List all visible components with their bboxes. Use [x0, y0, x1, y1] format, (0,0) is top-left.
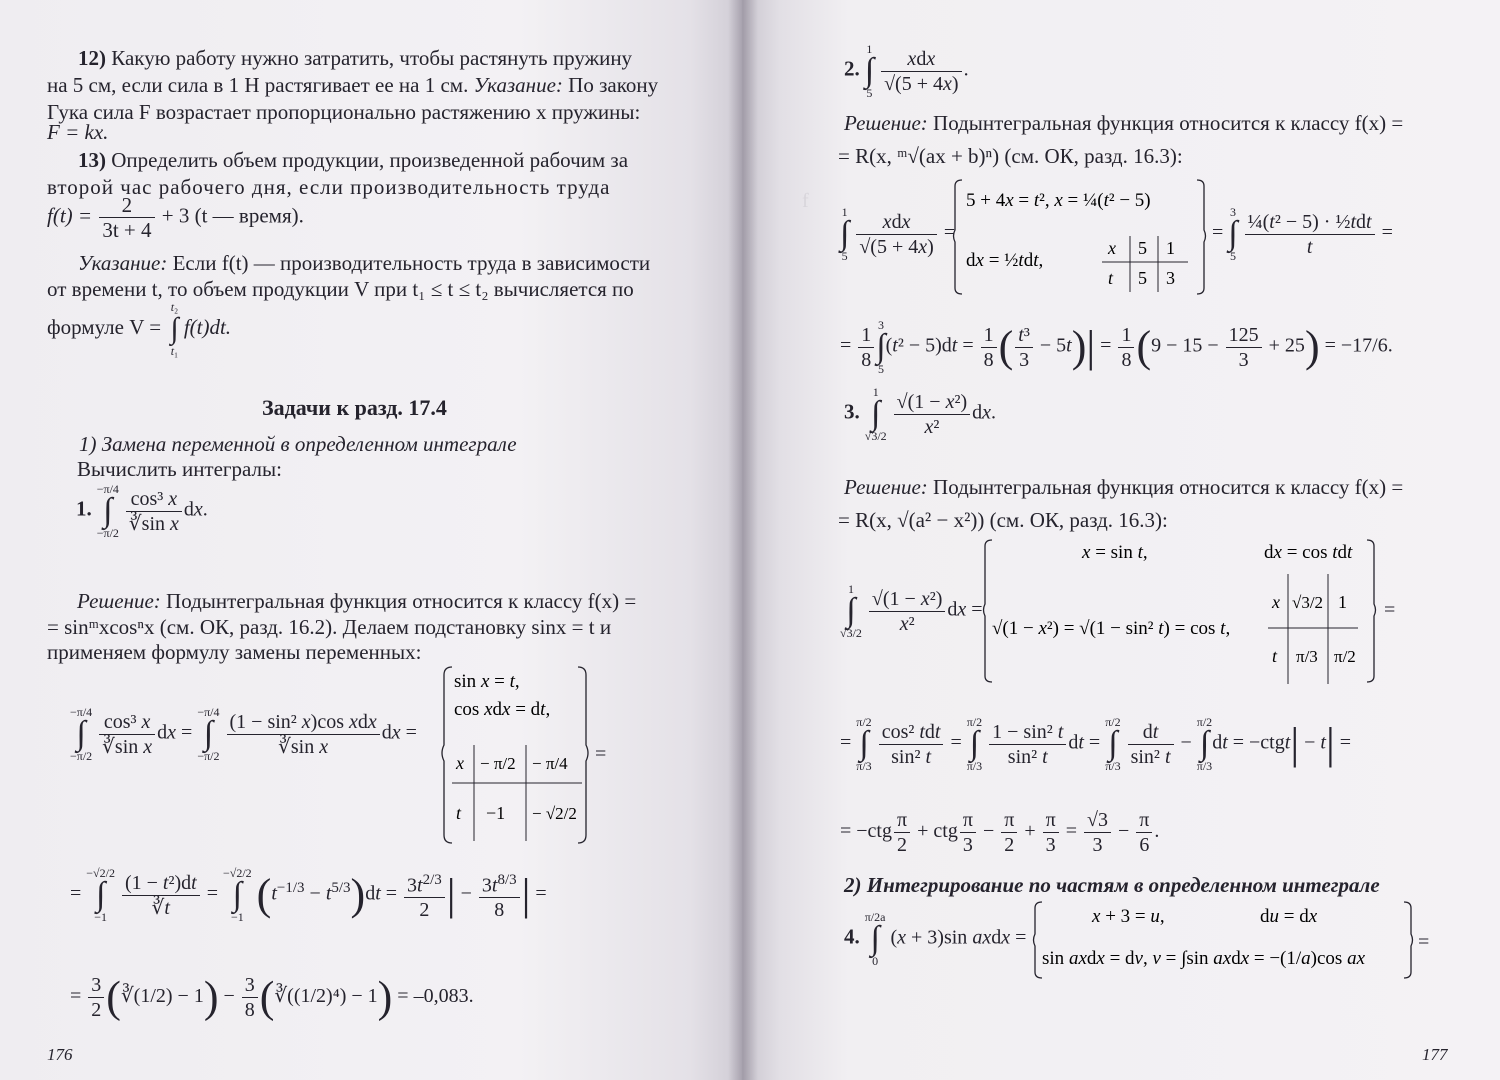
svg-text:cos xdx = dt,: cos xdx = dt,	[454, 699, 551, 720]
svg-text:x = sin t,: x = sin t,	[1082, 542, 1148, 563]
solution-2-line-2: = R(x, ᵐ√(ax + b)ⁿ) (см. ОК, разд. 16.3):	[838, 144, 1183, 168]
example-2-substitution-table	[952, 178, 1212, 298]
svg-text:x + 3 = u,: x + 3 = u,	[1092, 906, 1165, 927]
page-number-left: 176	[47, 1045, 73, 1064]
example-2-result: = $\frac{1}{8}$ 3 ∫ 5(t² − 5)dt = $\frac{1}{8}$ ( $\frac{\text{t³}}{3}$ − 5t)| = $\frac{1}{8}$ (9 − 15 − $\frac{125}{3}$ + 25) = −17/6.	[840, 318, 1393, 376]
svg-text:x: x	[1272, 592, 1280, 612]
svg-text:1: 1	[1166, 238, 1175, 258]
svg-text:du = dx: du = dx	[1260, 906, 1318, 927]
svg-text:sin x = t,: sin x = t,	[454, 671, 520, 692]
example-3-step-1: 1 ∫ √3/2 $\frac{\text{√(1 − x²)}}{\text{x²}}$ dx =	[840, 582, 983, 640]
svg-text:− √2/2: − √2/2	[532, 804, 577, 823]
subsection-2: 2) Интегрирование по частям в определенном интеграле	[844, 873, 1380, 897]
svg-text:5: 5	[1138, 268, 1147, 288]
example-3-integral: 3. 1 ∫ √3/2 $\frac{\text{√(1 − x²)}}{\text{x²}}$ dx.	[844, 385, 997, 443]
solution-1-line-1: Решение: Подынтегральная функция относится к классу f(x) =	[77, 589, 637, 613]
substitution-table	[440, 665, 590, 845]
svg-text:t: t	[1108, 268, 1114, 288]
substitution-formula: −π/4 ∫ −π/2 $\frac{\text{cos³ x}}{\text{∛sin x}}$ dx = −π/4 ∫ −π/2 $\frac{\text{(1 − sin² x)cos xdx}}{\text{∛sin x}}$ dx =	[70, 705, 417, 763]
left-page	[0, 0, 742, 1080]
svg-text:x: x	[1108, 238, 1116, 258]
problem-12-line-2: на 5 см, если сила в 1 Н растягивает ее на 1 см. Указание: По закону	[47, 73, 659, 97]
solution-1-line-3: применяем формулу замены переменных:	[47, 640, 422, 664]
svg-text:5 + 4x = t², x = ¼(t² − 5): 5 + 4x = t², x = ¼(t² − 5)	[966, 190, 1151, 211]
svg-text:dx = ½tdt,: dx = ½tdt,	[966, 250, 1044, 271]
solution-3-line-1: Решение: Подынтегральная функция относится к классу f(x) =	[844, 475, 1404, 499]
show-through-text: f	[802, 190, 809, 212]
problem-13-formula: f(t) = $\frac{2}{3t + 4}$ + 3 (t — время).	[47, 193, 304, 242]
problem-13-hint-3: формуле V = t₂ ∫ t₁ f(t)dt.	[47, 300, 232, 358]
problem-12-line-3: Гука сила F возрастает пропорционально растяжению x пружины:	[47, 100, 641, 124]
svg-text:x: x	[456, 753, 464, 773]
result-1: = $\frac{3}{2}$ (∛(1/2) − 1) − $\frac{3}{8}$ (∛((1/2)⁴) − 1) = –0,083.	[70, 972, 474, 1022]
svg-text:π/2: π/2	[1334, 647, 1356, 666]
problem-13-hint-1: Указание: Если f(t) — производительность труда в зависимости	[78, 251, 651, 275]
svg-text:5: 5	[1138, 238, 1147, 258]
problem-13-hint-2: от времени t, то объем продукции V при t₁ ≤ t ≤ t₂ вычисляется по	[47, 277, 634, 301]
integral-step-2: = −√2/2 ∫ −1 $\frac{\text{(1 − t²)dt}}{∛t}$ = −√2/2 ∫ −1 $(t^{-1/3} - t^{5/3})dt$ = $\frac{3t^{2/3}}{2}$ | − $\frac{3t^{8/3}}{8}$ | =	[70, 866, 547, 924]
svg-text:√3/2: √3/2	[1292, 593, 1324, 612]
svg-text:−1: −1	[486, 803, 506, 823]
example-2-integral: 2. 1 ∫ 5 $\frac{\text{xdx}}{√(5 + 4x)}$ .	[844, 42, 969, 100]
solution-2-line-1: Решение: Подынтегральная функция относится к классу f(x) =	[844, 111, 1404, 135]
compute-prompt: Вычислить интегралы:	[77, 457, 282, 481]
svg-text:dx = cos tdt: dx = cos tdt	[1264, 542, 1353, 563]
example-3-step-2: = π/2 ∫ π/3 $\frac{\text{cos² tdt}}{\text{sin² t}}$ = π/2 ∫ π/3 $\frac{\text{1 − sin² t}}{\text{sin² t}}$ dt = π/2 ∫ π/3 $\frac{dt}{\text{sin² t}}$ − π/2 ∫ π/3dt = −ctgt| − t| =	[840, 715, 1352, 773]
svg-text:sin axdx = dv, v = ∫sin axdx: sin axdx = dv, v = ∫sin axdx = −(1/a)cos ax	[1042, 948, 1366, 969]
svg-text:1: 1	[1338, 592, 1347, 612]
example-3-result: = −ctg $\frac{\pi}{2}$ + ctg $\frac{\pi}{3}$ − $\frac{\pi}{2}$ + $\frac{\pi}{3}$ = $\frac{√3}{3}$ − $\frac{\pi}{6}$ .	[840, 809, 1160, 856]
equals-sign-4: =	[1418, 931, 1430, 953]
problem-13-line-1: 13) Определить объем продукции, произведенной рабочим за	[78, 148, 629, 172]
example-4-integral: 4. π/2a ∫ 0 (x + 3)sin axdx =	[844, 910, 1027, 968]
svg-text:− π/2: − π/2	[480, 754, 516, 773]
example-4-parts-table	[1032, 900, 1422, 982]
example-2-step-2: = 3 ∫ 5 $\frac{\text{¼(t² − 5) · ½tdt}}{t}$ =	[1212, 205, 1393, 263]
svg-text:3: 3	[1166, 268, 1175, 288]
example-2-step-1: 1 ∫ 5 $\frac{\text{xdx}}{√(5 + 4x)}$ =	[840, 205, 956, 263]
equals-sign: =	[595, 743, 607, 765]
problem-12-line-1: 12) Какую работу нужно затратить, чтобы растянуть пружину	[78, 46, 633, 70]
svg-text:√(1 − x²) = √(1 − sin² t) = co: √(1 − x²) = √(1 − sin² t) = cos t,	[992, 618, 1231, 639]
equals-sign-3: =	[1384, 599, 1396, 621]
page-number-right: 177	[1422, 1045, 1448, 1064]
book-gutter	[728, 0, 758, 1080]
svg-text:− π/4: − π/4	[532, 754, 568, 773]
right-page	[742, 0, 1500, 1080]
subsection-1: 1) Замена переменной в определенном интеграле	[79, 432, 517, 456]
problem-13-line-2: второй час рабочего дня, если производительность труда	[47, 175, 611, 199]
problem-12-line-4: F = kx.	[47, 120, 109, 144]
svg-text:t: t	[1272, 646, 1278, 666]
solution-1-line-2: = sinᵐxcosⁿx (см. ОК, разд. 16.2). Делаем подстановку sinx = t и	[47, 615, 612, 639]
svg-text:π/3: π/3	[1296, 647, 1318, 666]
example-1-integral: 1. −π/4 ∫ −π/2 $\frac{\text{cos³ x}}{\text{∛sin x}}$ dx.	[76, 482, 208, 540]
svg-text:t: t	[456, 803, 462, 823]
section-title: Задачи к разд. 17.4	[262, 395, 447, 420]
solution-3-line-2: = R(x, √(a² − x²)) (см. ОК, разд. 16.3):	[838, 508, 1168, 532]
example-3-substitution-table	[982, 538, 1382, 688]
